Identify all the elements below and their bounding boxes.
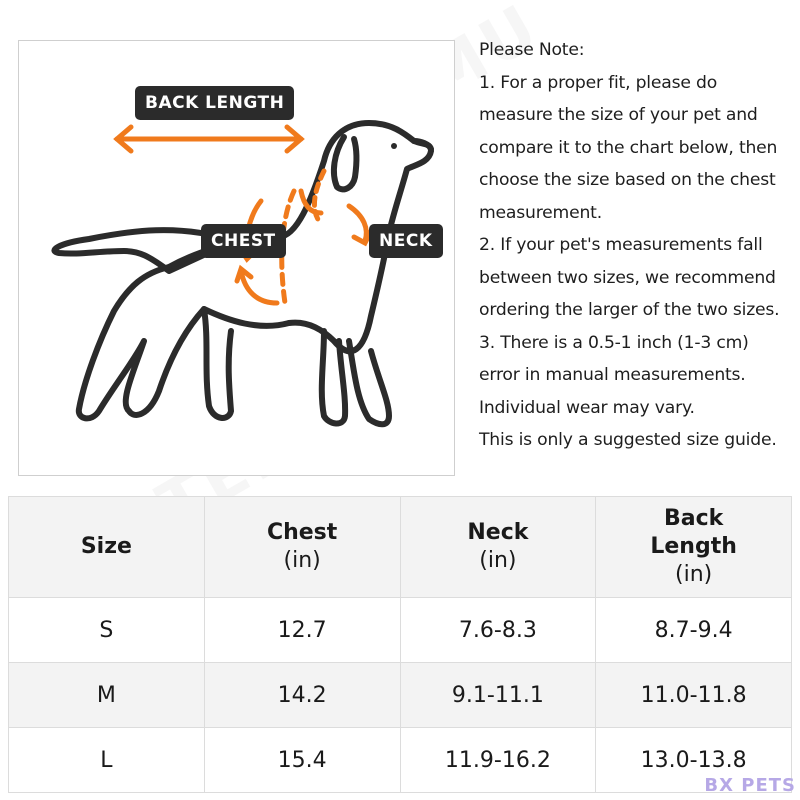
table-header-row — [9, 497, 792, 598]
notes-heading: Please Note: — [479, 40, 585, 60]
cell-chest: 15.4 — [204, 728, 400, 793]
notes-line: choose the size based on the chest — [479, 170, 776, 190]
notes-line: Individual wear may vary. — [479, 397, 695, 418]
notes-line: error in manual measurements. — [479, 365, 746, 385]
cell-size: L — [9, 728, 205, 793]
header-back-length: Back Length (in) — [596, 497, 792, 598]
measurement-marks — [117, 127, 371, 303]
notes-line: measurement. — [479, 202, 602, 223]
notes-line: ordering the larger of the two sizes. — [479, 300, 780, 320]
brand-logo: BX PETS — [704, 775, 796, 796]
cell-chest: 14.2 — [204, 663, 400, 728]
cell-chest: 12.7 — [204, 598, 400, 663]
notes-line: 3. There is a 0.5-1 inch (1-3 cm) — [479, 332, 749, 353]
header-neck: Neck (in) — [400, 497, 596, 598]
notes-line: This is only a suggested size guide. — [479, 430, 777, 450]
size-chart-table — [8, 496, 792, 793]
table-row — [9, 663, 792, 728]
back-length-tag: BACK LENGTH — [135, 86, 294, 120]
chest-tag: CHEST — [201, 224, 286, 258]
cell-size: S — [9, 598, 205, 663]
cell-back-length: 8.7-9.4 — [596, 598, 792, 663]
cell-size: M — [9, 663, 205, 728]
notes-line: compare it to the chart below, then — [479, 137, 778, 158]
notes-line: measure the size of your pet and — [479, 105, 758, 125]
neck-tag: NECK — [369, 224, 443, 258]
header-size: Size — [9, 497, 205, 598]
header-chest: Chest (in) — [204, 497, 400, 598]
cell-neck: 7.6-8.3 — [400, 598, 596, 663]
cell-back-length: 13.0-13.8 — [596, 728, 792, 793]
table-row — [9, 598, 792, 663]
table-row — [9, 728, 792, 793]
notes-line: 1. For a proper fit, please do — [479, 72, 718, 93]
notes-line: between two sizes, we recommend — [479, 267, 776, 288]
notes-line: 2. If your pet's measurements fall — [479, 235, 763, 255]
cell-neck: 11.9-16.2 — [400, 728, 596, 793]
cell-back-length: 11.0-11.8 — [596, 663, 792, 728]
dog-measurement-diagram — [18, 40, 455, 476]
size-notes — [479, 34, 799, 457]
cell-neck: 9.1-11.1 — [400, 663, 596, 728]
